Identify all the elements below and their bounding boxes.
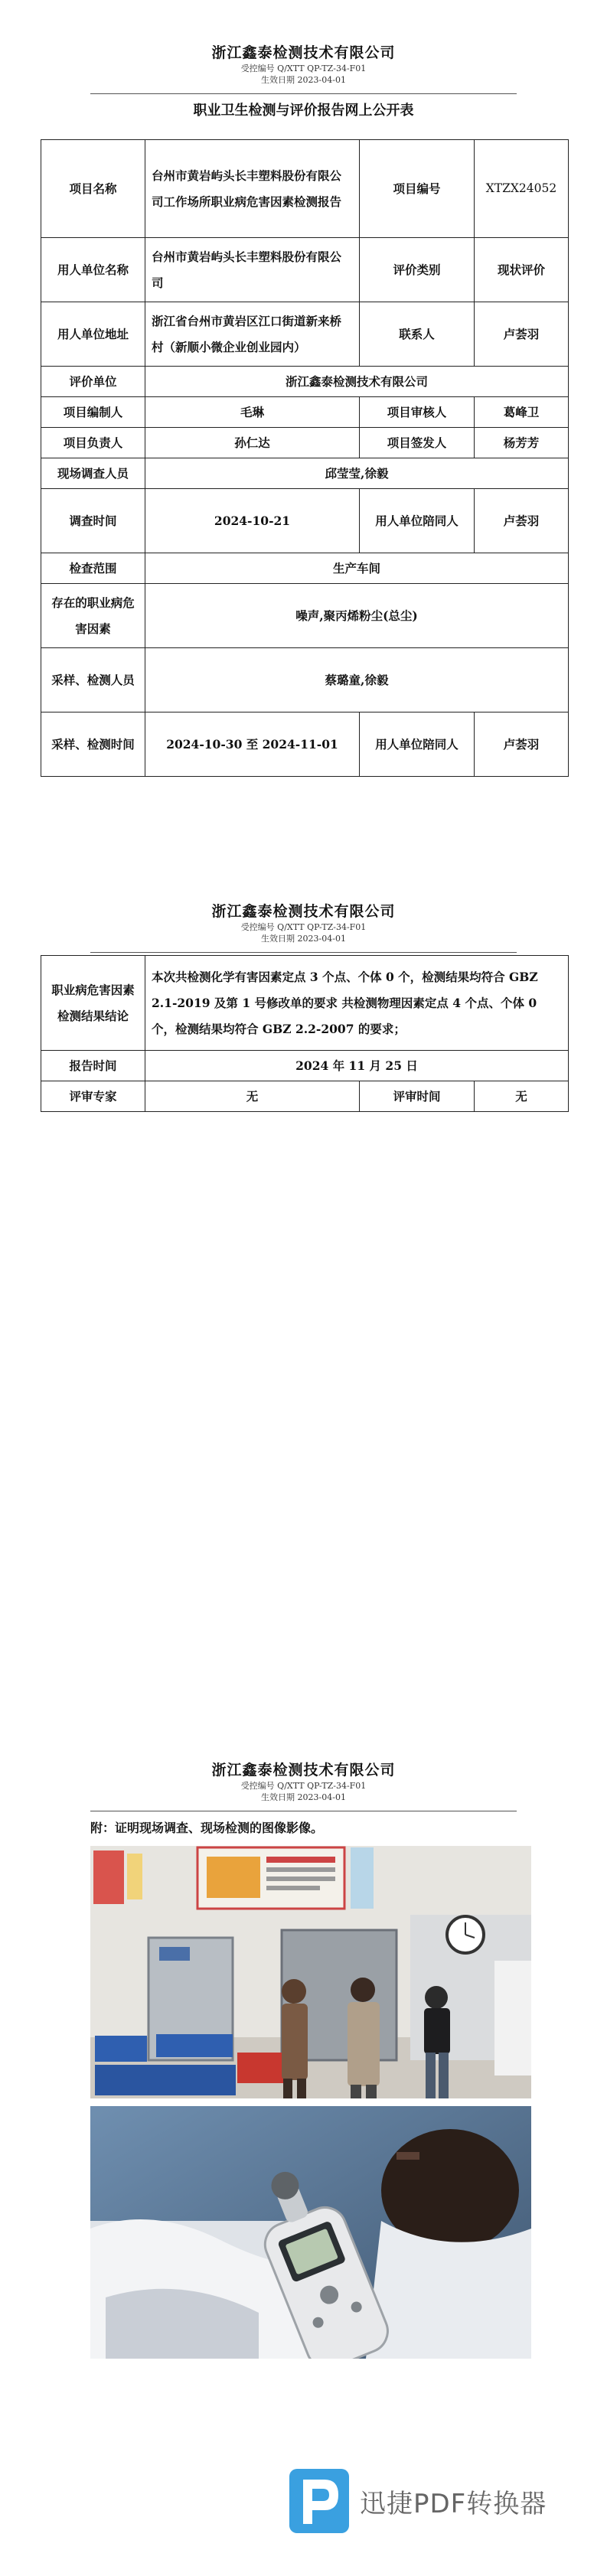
report-time: 2024 年 11 月 25 日 xyxy=(145,1051,569,1081)
report-time-label: 报告时间 xyxy=(41,1051,145,1081)
control-number: 受控编号 Q/XTT QP-TZ-34-F01 xyxy=(240,1781,367,1791)
effective-date: 生效日期 2023-04-01 xyxy=(261,934,346,944)
scope-label: 检查范围 xyxy=(41,553,145,584)
page-header xyxy=(0,902,607,944)
table-row xyxy=(41,1081,569,1112)
watermark xyxy=(289,2469,547,2533)
surveyors: 邱莹莹,徐毅 xyxy=(145,458,569,489)
table-row xyxy=(41,367,569,397)
sample-time-label: 采样、检测时间 xyxy=(41,712,145,777)
review-time: 无 xyxy=(475,1081,569,1112)
table-row xyxy=(41,584,569,648)
employer-name: 台州市黄岩屿头长丰塑料股份有限公司 xyxy=(145,238,360,302)
employer-name-label: 用人单位名称 xyxy=(41,238,145,302)
reviewer-label: 项目审核人 xyxy=(360,397,475,428)
companion2: 卢荟羽 xyxy=(475,712,569,777)
employer-addr-label: 用人单位地址 xyxy=(41,302,145,367)
survey-time-label: 调查时间 xyxy=(41,489,145,553)
expert: 无 xyxy=(145,1081,360,1112)
company-name: 浙江鑫泰检测技术有限公司 xyxy=(211,44,396,61)
header-rule xyxy=(90,93,517,94)
conclusion-label: 职业病危害因素检测结果结论 xyxy=(41,956,145,1051)
leader-label: 项目负责人 xyxy=(41,428,145,458)
sample-time: 2024-10-30 至 2024-11-01 xyxy=(145,712,360,777)
compiler-label: 项目编制人 xyxy=(41,397,145,428)
samplers-label: 采样、检测人员 xyxy=(41,648,145,712)
control-number: 受控编号 Q/XTT QP-TZ-34-F01 xyxy=(240,922,367,932)
effective-date: 生效日期 2023-04-01 xyxy=(261,75,346,85)
conclusion: 本次共检测化学有害因素定点 3 个点、个体 0 个，检测结果均符合 GBZ 2.1-2019 及第 1 号修改单的要求 共检测物理因素定点 4 个点、个体 0 个，检测结果均符合 GBZ 2.2-2007 的要求； xyxy=(145,956,569,1051)
field-measurement-photo xyxy=(90,2106,531,2359)
table-row xyxy=(41,553,569,584)
pdf-converter-logo-icon xyxy=(289,2469,349,2533)
report-title: 职业卫生检测与评价报告网上公开表 xyxy=(193,103,414,119)
table-row xyxy=(41,1051,569,1081)
page-header xyxy=(0,43,607,86)
leader: 孙仁达 xyxy=(145,428,360,458)
table-row xyxy=(41,712,569,777)
project-no-label: 项目编号 xyxy=(360,140,475,238)
watermark-text: 迅捷PDF转换器 xyxy=(360,2488,547,2519)
table-row xyxy=(41,648,569,712)
companion-label: 用人单位陪同人 xyxy=(360,489,475,553)
table-row xyxy=(41,956,569,1051)
report-table-2 xyxy=(41,955,569,1112)
contact: 卢荟羽 xyxy=(475,302,569,367)
table-row xyxy=(41,238,569,302)
site-survey-illustration xyxy=(90,1846,531,2098)
samplers: 蔡璐童,徐毅 xyxy=(145,648,569,712)
project-name-label: 项目名称 xyxy=(41,140,145,238)
table-row xyxy=(41,458,569,489)
review-time-label: 评审时间 xyxy=(360,1081,475,1112)
eval-type: 现状评价 xyxy=(475,238,569,302)
eval-type-label: 评价类别 xyxy=(360,238,475,302)
expert-label: 评审专家 xyxy=(41,1081,145,1112)
scope: 生产车间 xyxy=(145,553,569,584)
eval-unit-label: 评价单位 xyxy=(41,367,145,397)
companion2-label: 用人单位陪同人 xyxy=(360,712,475,777)
project-name: 台州市黄岩屿头长丰塑料股份有限公司工作场所职业病危害因素检测报告 xyxy=(145,140,360,238)
survey-time: 2024-10-21 xyxy=(145,489,360,553)
signer: 杨芳芳 xyxy=(475,428,569,458)
attachment-note: 附：证明现场调查、现场检测的图像影像。 xyxy=(90,1821,324,1835)
effective-date: 生效日期 2023-04-01 xyxy=(261,1792,346,1802)
surveyors-label: 现场调查人员 xyxy=(41,458,145,489)
control-number: 受控编号 Q/XTT QP-TZ-34-F01 xyxy=(240,64,367,73)
hazards: 噪声,聚丙烯粉尘(总尘) xyxy=(145,584,569,648)
table-row xyxy=(41,140,569,238)
company-name: 浙江鑫泰检测技术有限公司 xyxy=(211,903,396,920)
report-table-1 xyxy=(41,139,569,777)
site-survey-photo xyxy=(90,1846,531,2098)
company-name: 浙江鑫泰检测技术有限公司 xyxy=(211,1762,396,1779)
table-row xyxy=(41,302,569,367)
header-rule xyxy=(90,952,517,953)
signer-label: 项目签发人 xyxy=(360,428,475,458)
compiler: 毛琳 xyxy=(145,397,360,428)
contact-label: 联系人 xyxy=(360,302,475,367)
table-row xyxy=(41,428,569,458)
companion: 卢荟羽 xyxy=(475,489,569,553)
eval-unit: 浙江鑫泰检测技术有限公司 xyxy=(145,367,569,397)
project-no: XTZX24052 xyxy=(475,140,569,238)
table-row xyxy=(41,397,569,428)
table-row xyxy=(41,489,569,553)
reviewer: 葛峰卫 xyxy=(475,397,569,428)
hazards-label: 存在的职业病危害因素 xyxy=(41,584,145,648)
employer-addr: 浙江省台州市黄岩区江口街道新来桥村（新顺小微企业创业园内） xyxy=(145,302,360,367)
page-header xyxy=(0,1760,607,1803)
field-measurement-illustration xyxy=(90,2106,531,2359)
